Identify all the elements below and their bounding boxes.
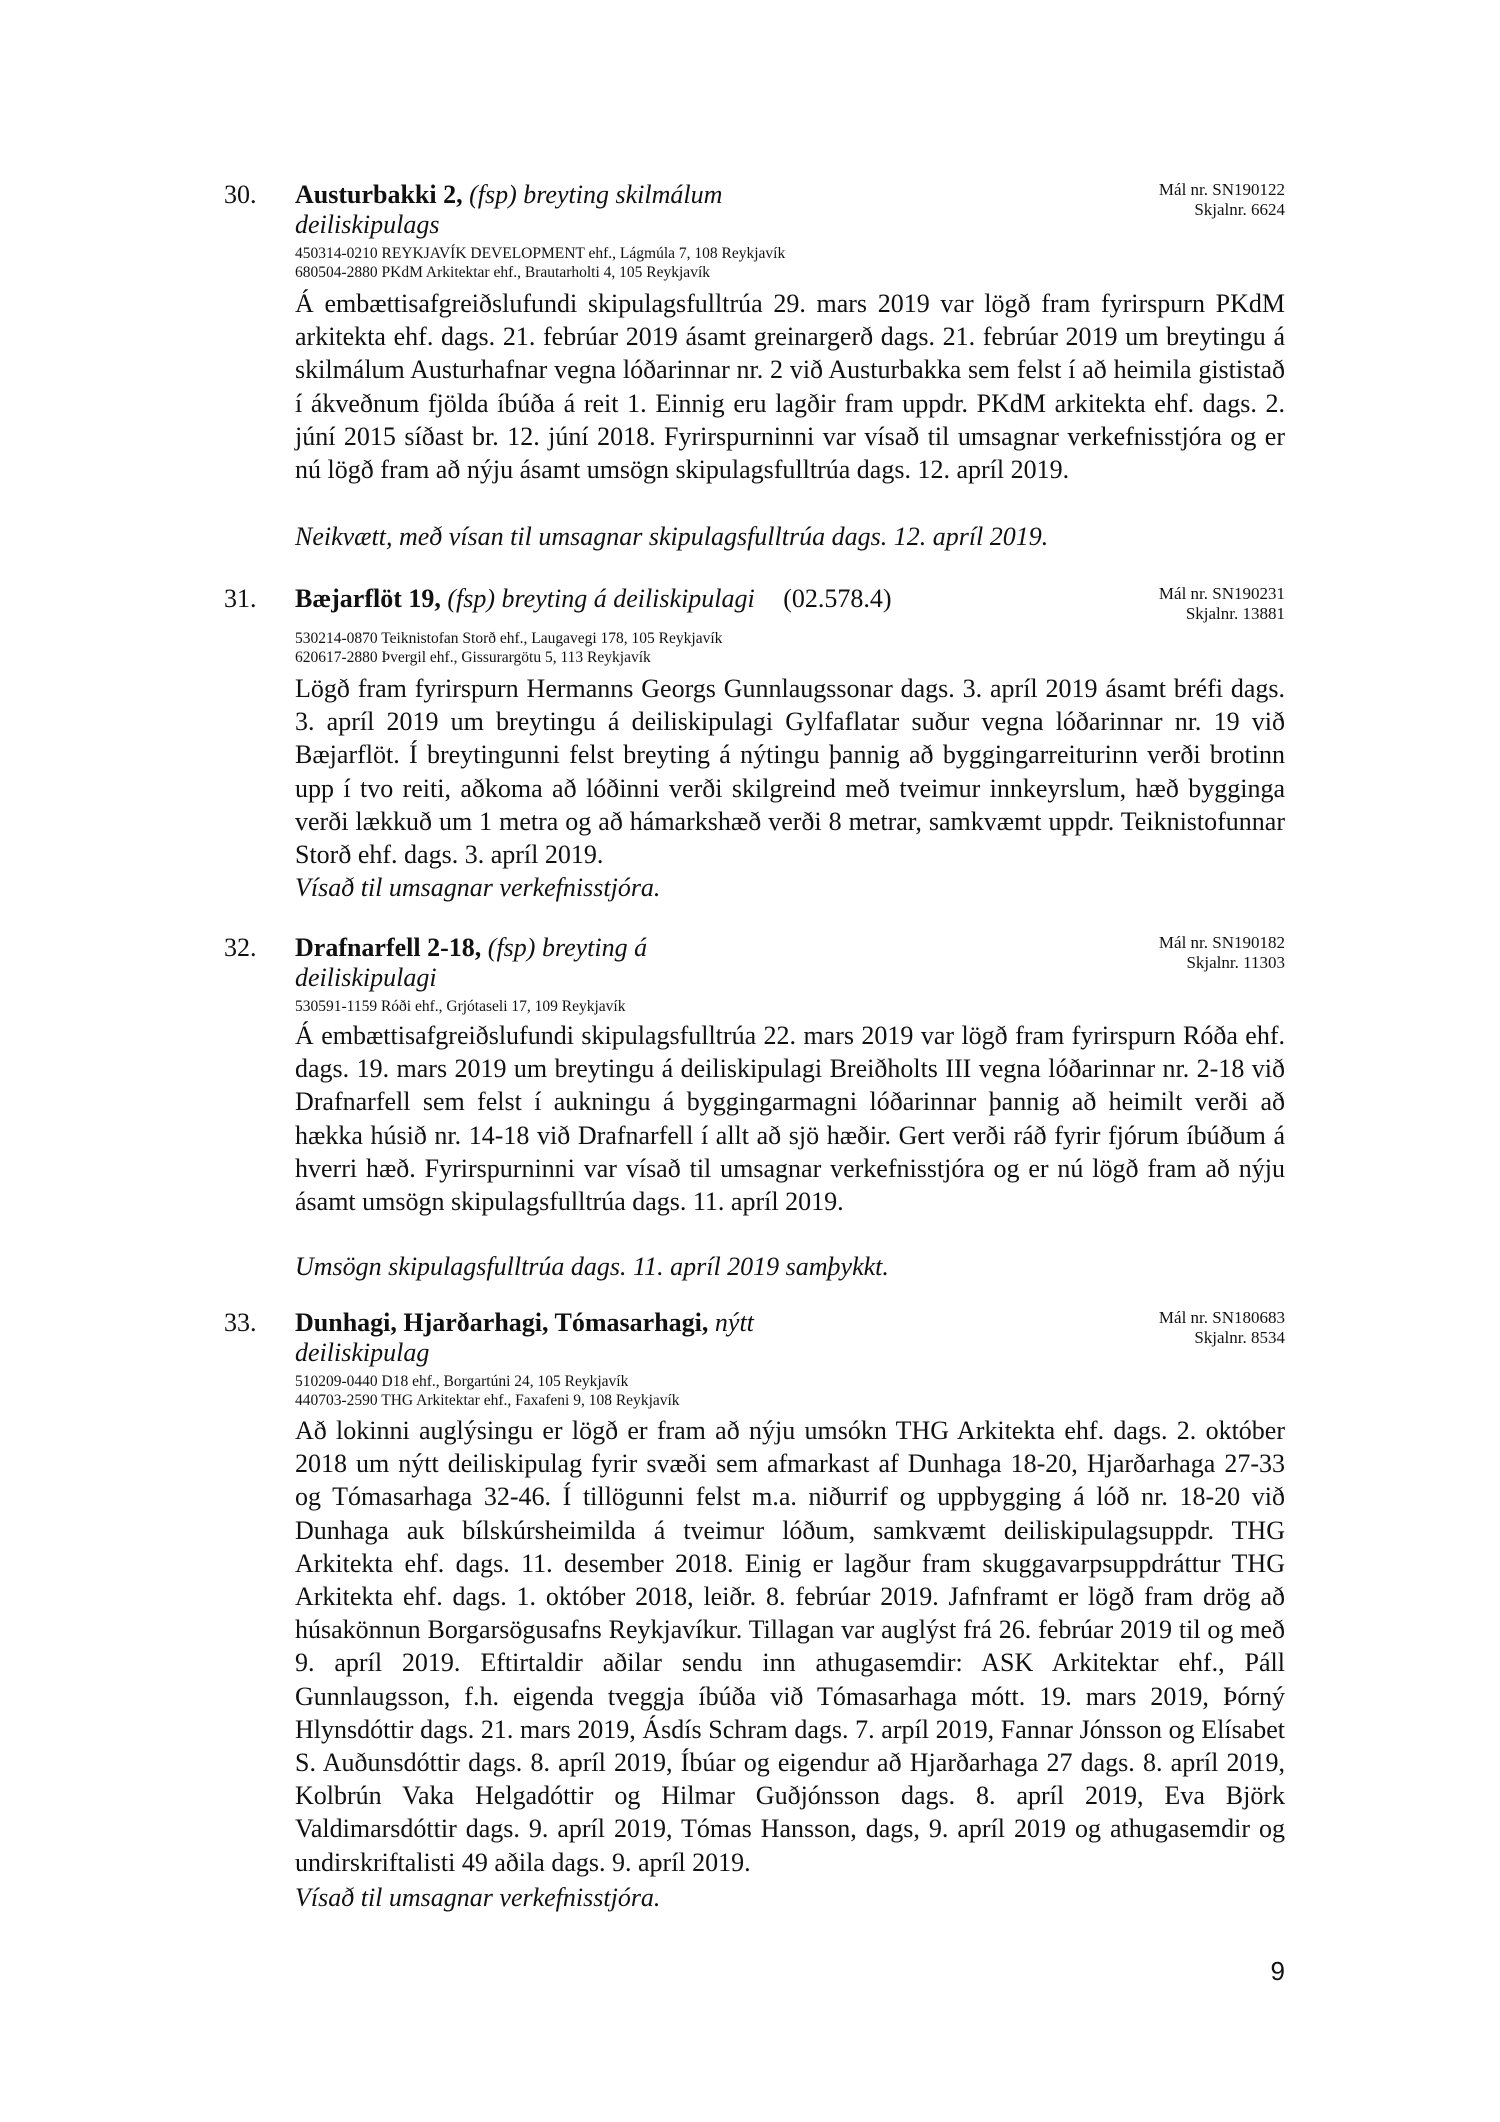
item-number: 30. (224, 180, 257, 209)
party-line: 680504-2880 PKdM Arkitektar ehf., Brautarholti 4, 105 Reykjavík (295, 264, 710, 281)
parties-list (295, 1372, 680, 1410)
page-number: 9 (1270, 1956, 1285, 1986)
item-subtitle: (fsp) breyting skilmálum deiliskipulags (295, 180, 723, 239)
case-reference (1159, 1308, 1285, 1348)
party-line: 530214-0870 Teiknistofan Storð ehf., Laugavegi 178, 105 Reykjavík (295, 630, 723, 647)
item-body: Á embættisafgreiðslufundi skipulagsfulltrúa 29. mars 2019 var lögð fram fyrirspurn PKdM arkitekta ehf. dags. 21. febrúar 2019 ásamt greinargerð dags. 21. febrúar 2019 um breytingu á skilmálum Austurhafnar vegna lóðarinnar nr. 2 við Austurbakka sem felst í að heimila gististað í ákveðnum fjölda íbúða á reit 1. Einnig eru lagðir fram uppdr. PKdM arkitekta ehf. dags. 2. júní 2015 síðast br. 12. júní 2018. Fyrirspurninni var vísað til umsagnar verkefnisstjóra og er nú lögð fram að nýju ásamt umsögn skipulagsfulltrúa dags. 12. apríl 2019. (295, 289, 1285, 485)
item-title: Bæjarflöt 19, (295, 584, 441, 613)
item-subtitle: nýtt deiliskipulag (295, 1308, 754, 1367)
parties-list (295, 629, 722, 667)
item-code: (02.578.4) (783, 584, 892, 613)
item-conclusion: Neikvætt, með vísan til umsagnar skipulagsfulltrúa dags. 12. apríl 2019. (295, 522, 1049, 551)
item-title: Drafnarfell 2-18, (295, 933, 482, 962)
item-body: Að lokinni auglýsingu er lögð er fram að nýju umsókn THG Arkitekta ehf. dags. 2. október 2018 um nýtt deiliskipulag fyrir svæði sem afmarkast af Dunhaga 18-20, Hjarðarhaga 27-33 og Tómasarhaga 32-46. Í tillögunni felst m.a. niðurrif og uppbygging á lóð nr. 18-20 við Dunhaga auk bílskúrsheimilda á tveimur lóðum, samkvæmt deiliskipulagsuppdr. THG Arkitekta ehf. dags. 11. desember 2018. Einig er lagður fram skuggavarpsuppdráttur THG Arkitekta ehf. dags. 1. október 2018, leiðr. 8. febrúar 2019. Jafnframt er lögð fram drög að húsakönnun Borgarsögusafns Reykjavíkur. Tillagan var auglýst frá 26. febrúar 2019 til og með 9. apríl 2019. Eftirtaldir aðilar sendu inn athugasemdir: ASK Arkitektar ehf., Páll Gunnlaugsson, f.h. eigenda tveggja íbúða við Tómasarhaga mótt. 19. mars 2019, Þórný Hlynsdóttir dags. 21. mars 2019, Ásdís Schram dags. 7. arpíl 2019, Fannar Jónsson og Elísabet S. Auðunsdóttir dags. 8. apríl 2019, Íbúar og eigendur að Hjarðarhaga 27 dags. 8. apríl 2019, Kolbrún Vaka Helgadóttir og Hilmar Guðjónsson dags. 8. apríl 2019, Eva Björk Valdimarsdóttir dags. 9. apríl 2019, Tómas Hansson, dags, 9. apríl 2019 og athugasemdir og undirskriftalisti 49 aðila dags. 9. apríl 2019. (295, 1416, 1285, 1877)
party-line: 450314-0210 REYKJAVÍK DEVELOPMENT ehf., Lágmúla 7, 108 Reykjavík (295, 245, 786, 262)
document-number: Skjalnr. 6624 (1194, 200, 1285, 219)
case-reference (1159, 584, 1285, 624)
item-subtitle: (fsp) breyting á deiliskipulagi (295, 933, 648, 992)
document-number: Skjalnr. 13881 (1185, 604, 1285, 623)
document-number: Skjalnr. 8534 (1194, 1328, 1285, 1347)
item-title: Austurbakki 2, (295, 180, 463, 209)
case-reference (1159, 180, 1285, 220)
item-conclusion: Vísað til umsagnar verkefnisstjóra. (295, 1883, 661, 1912)
parties-list (295, 997, 625, 1016)
item-number: 31. (224, 584, 257, 613)
party-line: 530591-1159 Róði ehf., Grjótaseli 17, 109 Reykjavík (295, 998, 626, 1015)
document-number: Skjalnr. 11303 (1186, 953, 1285, 972)
case-number: Mál nr. SN190122 (1158, 180, 1285, 199)
case-number: Mál nr. SN180683 (1158, 1308, 1285, 1327)
parties-list (295, 244, 785, 282)
party-line: 510209-0440 D18 ehf., Borgartúni 24, 105 Reykjavík (295, 1373, 629, 1390)
item-number: 33. (224, 1308, 257, 1337)
item-conclusion: Umsögn skipulagsfulltrúa dags. 11. apríl 2019 samþykkt. (295, 1252, 889, 1281)
case-number: Mál nr. SN190182 (1158, 933, 1285, 952)
item-body: Á embættisafgreiðslufundi skipulagsfulltrúa 22. mars 2019 var lögð fram fyrirspurn Róða ehf. dags. 19. mars 2019 um breytingu á deiliskipulagi Breiðholts III vegna lóðarinnar nr. 2-18 við Drafnarfell sem felst í aukningu á byggingarmagni lóðarinnar þannig að heimilt verði að hækka húsið nr. 14-18 við Drafnarfell í allt að sjö hæðir. Gert verði ráð fyrir fjórum íbúðum á hverri hæð. Fyrirspurninni var vísað til umsagnar verkefnisstjóra og er nú lögð fram að nýju ásamt umsögn skipulagsfulltrúa dags. 11. apríl 2019. (295, 1021, 1285, 1217)
item-body: Lögð fram fyrirspurn Hermanns Georgs Gunnlaugssonar dags. 3. apríl 2019 ásamt bréfi dags. 3. apríl 2019 um breytingu á deiliskipulagi Gylfaflatar suður vegna lóðarinnar nr. 19 við Bæjarflöt. Í breytingunni felst breyting á nýtingu þannig að byggingarreiturinn verði brotinn upp í tvo reiti, aðkoma að lóðinni verði skilgreind með tveimur innkeyrslum, hæð bygginga verði lækkuð um 1 metra og að hámarkshæð verði 8 metrar, samkvæmt uppdr. Teiknistofunnar Storð ehf. dags. 3. apríl 2019. (295, 674, 1285, 870)
case-number: Mál nr. SN190231 (1158, 584, 1285, 603)
item-subtitle: (fsp) breyting á deiliskipulagi (447, 584, 755, 613)
party-line: 620617-2880 Þvergil ehf., Gissurargötu 5, 113 Reykjavík (295, 649, 651, 666)
item-number: 32. (224, 933, 257, 962)
item-conclusion: Vísað til umsagnar verkefnisstjóra. (295, 873, 661, 902)
item-heading (295, 584, 1015, 614)
item-title: Dunhagi, Hjarðarhagi, Tómasarhagi, (295, 1308, 709, 1337)
item-heading (295, 1308, 825, 1368)
party-line: 440703-2590 THG Arkitektar ehf., Faxafeni 9, 108 Reykjavík (295, 1392, 680, 1409)
item-heading (295, 180, 855, 240)
item-heading (295, 933, 735, 993)
case-reference (1159, 933, 1285, 973)
